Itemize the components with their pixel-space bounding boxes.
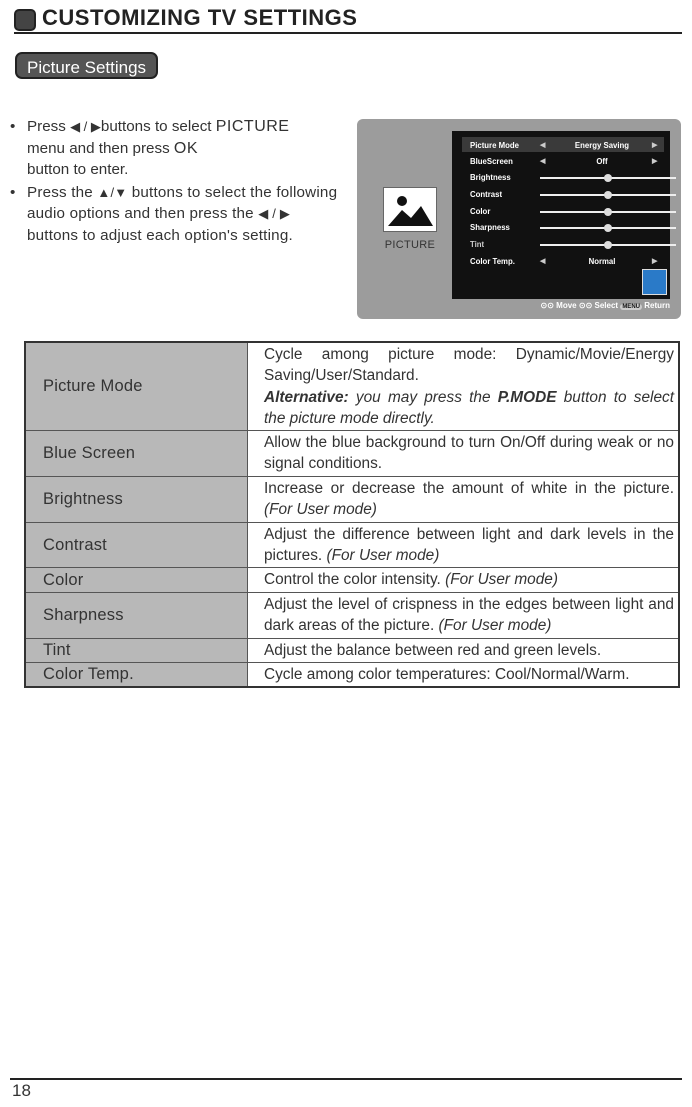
instruction-text: buttons to select <box>100 118 212 135</box>
instruction-text: button to enter. <box>27 161 129 178</box>
user-mode-note: (For User mode) <box>438 617 552 635</box>
bullet-dot: • <box>10 183 16 201</box>
osd-row-label: Color <box>470 207 491 216</box>
setting-name: Tint <box>25 638 248 662</box>
table-row <box>25 522 679 568</box>
table-row <box>25 568 679 592</box>
setting-description: Allow the blue background to turn On/Off during weak or no signal conditions. <box>248 431 680 477</box>
left-right-arrows-icon: ◀ / ▶ <box>258 206 291 221</box>
osd-row-label: Picture Mode <box>470 141 519 150</box>
pmode-key: P.MODE <box>497 388 557 406</box>
desc-text: Control the color intensity. <box>264 571 441 589</box>
left-arrow-icon: ◀ <box>540 142 546 149</box>
instruction-bullet-1 <box>10 116 344 181</box>
page-number: 18 <box>12 1081 31 1100</box>
setting-name: Contrast <box>25 522 248 568</box>
instruction-text: menu and then press <box>27 139 170 157</box>
setting-name: Color Temp. <box>25 662 248 687</box>
keyword-picture: PICTURE <box>215 118 290 135</box>
right-arrow-icon: ▶ <box>652 258 658 265</box>
alternative-text: button to select the picture mode directly. <box>264 388 675 427</box>
table-row <box>25 638 679 662</box>
menu-key-icon: MENU <box>622 304 640 310</box>
setting-name: Color <box>25 568 248 592</box>
instructions <box>10 116 344 246</box>
osd-footer <box>452 301 670 316</box>
picture-icon-label: PICTURE <box>384 239 436 251</box>
setting-description <box>248 342 680 431</box>
osd-row-label: Sharpness <box>470 223 510 232</box>
alternative-label: Alternative: <box>264 388 349 406</box>
user-mode-note: (For User mode) <box>264 501 377 519</box>
settings-table <box>24 341 680 688</box>
user-mode-note: (For User mode) <box>445 571 558 589</box>
osd-slider-knob <box>604 174 612 182</box>
instruction-text: Press <box>27 118 66 135</box>
setting-description <box>248 592 680 638</box>
setting-description <box>248 568 680 592</box>
instruction-bullet-2 <box>10 182 344 247</box>
instruction-text: buttons to select the following audio options and then press the <box>27 183 338 222</box>
right-arrow-icon: ▶ <box>652 158 658 165</box>
instruction-text: buttons to adjust each option's setting. <box>27 226 293 244</box>
osd-row-label: Brightness <box>470 173 511 182</box>
keyword-ok: OK <box>173 139 199 157</box>
setting-name: Sharpness <box>25 592 248 638</box>
section-marker-icon <box>14 9 36 31</box>
osd-row-value: Energy Saving <box>574 141 630 150</box>
osd-row-value: Off <box>596 157 608 166</box>
footer-divider <box>10 1078 682 1080</box>
setting-description: Adjust the balance between red and green levels. <box>248 638 680 662</box>
osd-row-value: Normal <box>588 257 616 266</box>
desc-text: Cycle among picture mode: Dynamic/Movie/Energy Saving/User/Standard. <box>264 346 674 385</box>
desc-text: Increase or decrease the amount of white in the picture. <box>264 479 674 497</box>
osd-footer-select: Select <box>594 301 619 310</box>
user-mode-note: (For User mode) <box>326 547 440 565</box>
table-row <box>25 592 679 638</box>
left-arrow-icon: ◀ <box>540 158 546 165</box>
setting-name: Picture Mode <box>25 342 248 431</box>
osd-row-label: Tint <box>470 240 485 249</box>
setting-name: Brightness <box>25 476 248 522</box>
osd-slider-knob <box>604 241 612 249</box>
osd-slider-knob <box>604 208 612 216</box>
table-row <box>25 476 679 522</box>
table-row <box>25 662 679 687</box>
left-arrow-icon: ◀ <box>540 258 546 265</box>
osd-row-label: Color Temp. <box>470 257 515 266</box>
energy-star-logo <box>642 269 667 295</box>
osd-row-label: Contrast <box>470 190 503 199</box>
table-row <box>25 431 679 477</box>
picture-icon <box>383 187 437 232</box>
page-title: CUSTOMIZING TV SETTINGS <box>42 5 358 30</box>
header-divider <box>14 32 682 34</box>
instruction-text: Press the <box>27 183 93 201</box>
left-right-arrows-icon: ◀ / ▶ <box>70 119 101 134</box>
osd-footer-return: Return <box>644 301 670 310</box>
osd-row-label: BlueScreen <box>470 157 513 166</box>
desc-text: Adjust the difference between light and dark levels in the pictures. <box>264 525 674 565</box>
setting-description: Cycle among color temperatures: Cool/Normal/Warm. <box>248 662 680 687</box>
osd-menu <box>452 131 670 299</box>
osd-slider-knob <box>604 191 612 199</box>
up-down-icon: ⊙⊙ <box>540 301 554 310</box>
osd-slider-knob <box>604 224 612 232</box>
alternative-text: you may press the <box>355 388 491 406</box>
setting-description <box>248 476 680 522</box>
left-right-icon: ⊙⊙ <box>578 301 593 310</box>
table-row <box>25 342 679 431</box>
setting-description <box>248 522 680 568</box>
bullet-dot: • <box>10 118 16 135</box>
desc-text: Adjust the level of crispness in the edges between light and dark areas of the picture. <box>264 595 674 635</box>
up-down-arrows-icon: ▲/▼ <box>97 184 128 200</box>
right-arrow-icon: ▶ <box>652 142 658 149</box>
osd-footer-move: Move <box>556 301 577 310</box>
section-label: Picture Settings <box>15 52 158 79</box>
setting-name: Blue Screen <box>25 431 248 477</box>
